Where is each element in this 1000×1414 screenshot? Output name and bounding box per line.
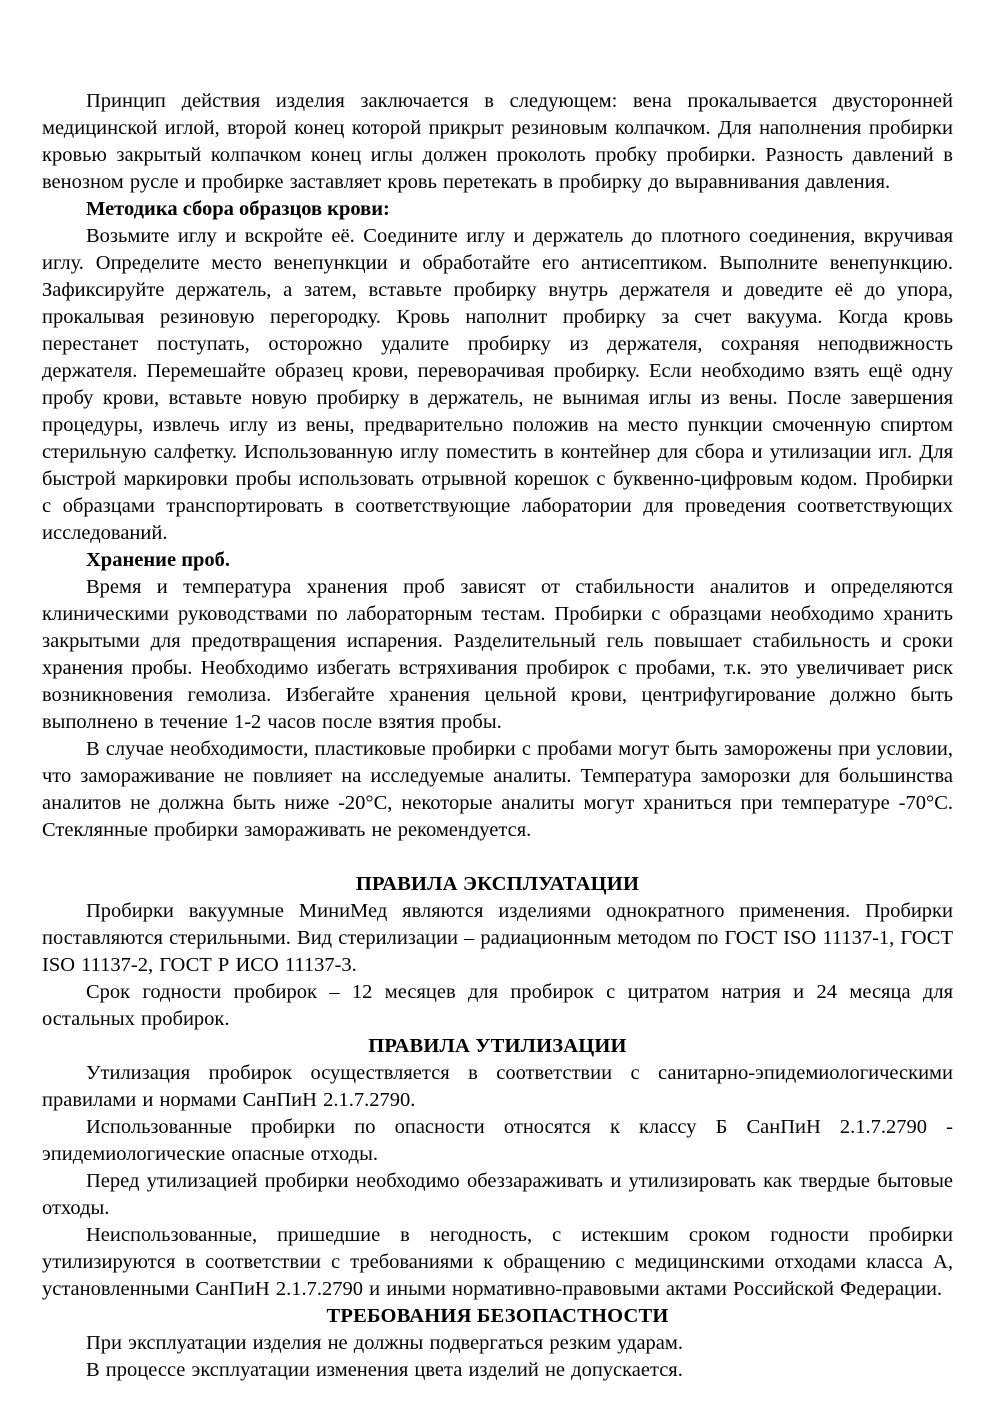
section-heading-disposal-rules: ПРАВИЛА УТИЛИЗАЦИИ (368, 1035, 627, 1057)
paragraph-storage-conditions: Время и температура хранения проб зависят от стабильности аналитов и определяются клиническими руководствами по лабораторным тестам. Пробирки с образцами необходимо хранить закрытыми для предотвращения испарения. Разделительный гель повышает стабильность и сроки хранения пробы. Необходимо избегать встряхивания пробирок с пробами, т.к. это увеличивает риск возникновения гемолиза. Избегайте хранения цельной крови, центрифугирование должно быть выполнено в течение 1-2 часов после взятия пробы. (42, 576, 953, 733)
section-heading-operation-rules: ПРАВИЛА ЭКСПЛУАТАЦИИ (355, 873, 640, 895)
paragraph-used-tubes-class-b: Использованные пробирки по опасности относятся к классу Б СанПиН 2.1.7.2790 - эпидемиологические опасные отходы. (42, 1116, 953, 1165)
paragraph-single-use-sterilization: Пробирки вакуумные МиниМед являются изделиями однократного применения. Пробирки поставляются стерильными. Вид стерилизации – радиационным методом по ГОСТ ISO 11137-1, ГОСТ ISO 11137-2, ГОСТ Р ИСО 11137-3. (42, 900, 953, 976)
paragraph-collection-procedure: Возьмите иглу и вскройте её. Соедините иглу и держатель до плотного соединения, вкручивая иглу. Определите место венепункции и обработайте его антисептиком. Выполните венепункцию. Зафиксируйте держатель, а затем, вставьте пробирку внутрь держателя и доведите её до упора, прокалывая резиновую перегородку. Кровь наполнит пробирку за счет вакуума. Когда кровь перестанет поступать, осторожно удалите пробирку из держателя, сохраняя неподвижность держателя. Перемешайте образец крови, переворачивая пробирку. Если необходимо взять ещё одну пробу крови, вставьте новую пробирку в держатель, не вынимая иглы из вены. После завершения процедуры, извлечь иглу из вены, предварительно положив на место пункции смоченную спиртом стерильную салфетку. Использованную иглу поместить в контейнер для сбора и утилизации игл. Для быстрой маркировки пробы использовать отрывной корешок с буквенно-цифровым кодом. Пробирки с образцами транспортировать в соответствующие лаборатории для проведения соответствующих исследований. (42, 225, 953, 544)
paragraph-unused-expired-tubes: Неиспользованные, пришедшие в негодность, с истекшим сроком годности пробирки утилизируются в соответствии с требованиями к обращению с медицинскими отходами класса А, установленными СанПиН 2.1.7.2790 и иными нормативно-правовыми актами Российской Федерации. (42, 1224, 953, 1300)
subheading-blood-sample-collection-method: Методика сбора образцов крови: (86, 198, 390, 220)
paragraph-no-color-change: В процессе эксплуатации изменения цвета изделий не допускается. (86, 1359, 683, 1381)
subheading-sample-storage: Хранение проб. (86, 549, 231, 571)
paragraph-operating-principle: Принцип действия изделия заключается в следующем: вена прокалывается двусторонней медицинской иглой, второй конец которой прикрыт резиновым колпачком. Для наполнения пробирки кровью закрытый колпачком конец иглы должен проколоть пробку пробирки. Разность давлений в венозном русле и пробирке заставляет кровь перетекать в пробирку до выравнивания давления. (42, 90, 953, 193)
paragraph-disposal-sanpin: Утилизация пробирок осуществляется в соответствии с санитарно-эпидемиологическими правилами и нормами СанПиН 2.1.7.2790. (42, 1062, 953, 1111)
paragraph-freezing-conditions: В случае необходимости, пластиковые пробирки с пробами могут быть заморожены при условии, что замораживание не повлияет на исследуемые аналиты. Температура заморозки для большинства аналитов не должна быть ниже -20°С, некоторые аналиты могут храниться при температуре -70°С. Стеклянные пробирки замораживать не рекомендуется. (42, 738, 953, 841)
paragraph-shelf-life: Срок годности пробирок – 12 месяцев для пробирок с цитратом натрия и 24 месяца для остальных пробирок. (42, 981, 953, 1030)
section-heading-safety-requirements: ТРЕБОВАНИЯ БЕЗОПАСТНОСТИ (326, 1305, 669, 1327)
paragraph-no-sharp-impacts: При эксплуатации изделия не должны подвергаться резким ударам. (86, 1332, 684, 1354)
paragraph-decontamination: Перед утилизацией пробирки необходимо обеззараживать и утилизировать как твердые бытовые отходы. (42, 1170, 953, 1219)
